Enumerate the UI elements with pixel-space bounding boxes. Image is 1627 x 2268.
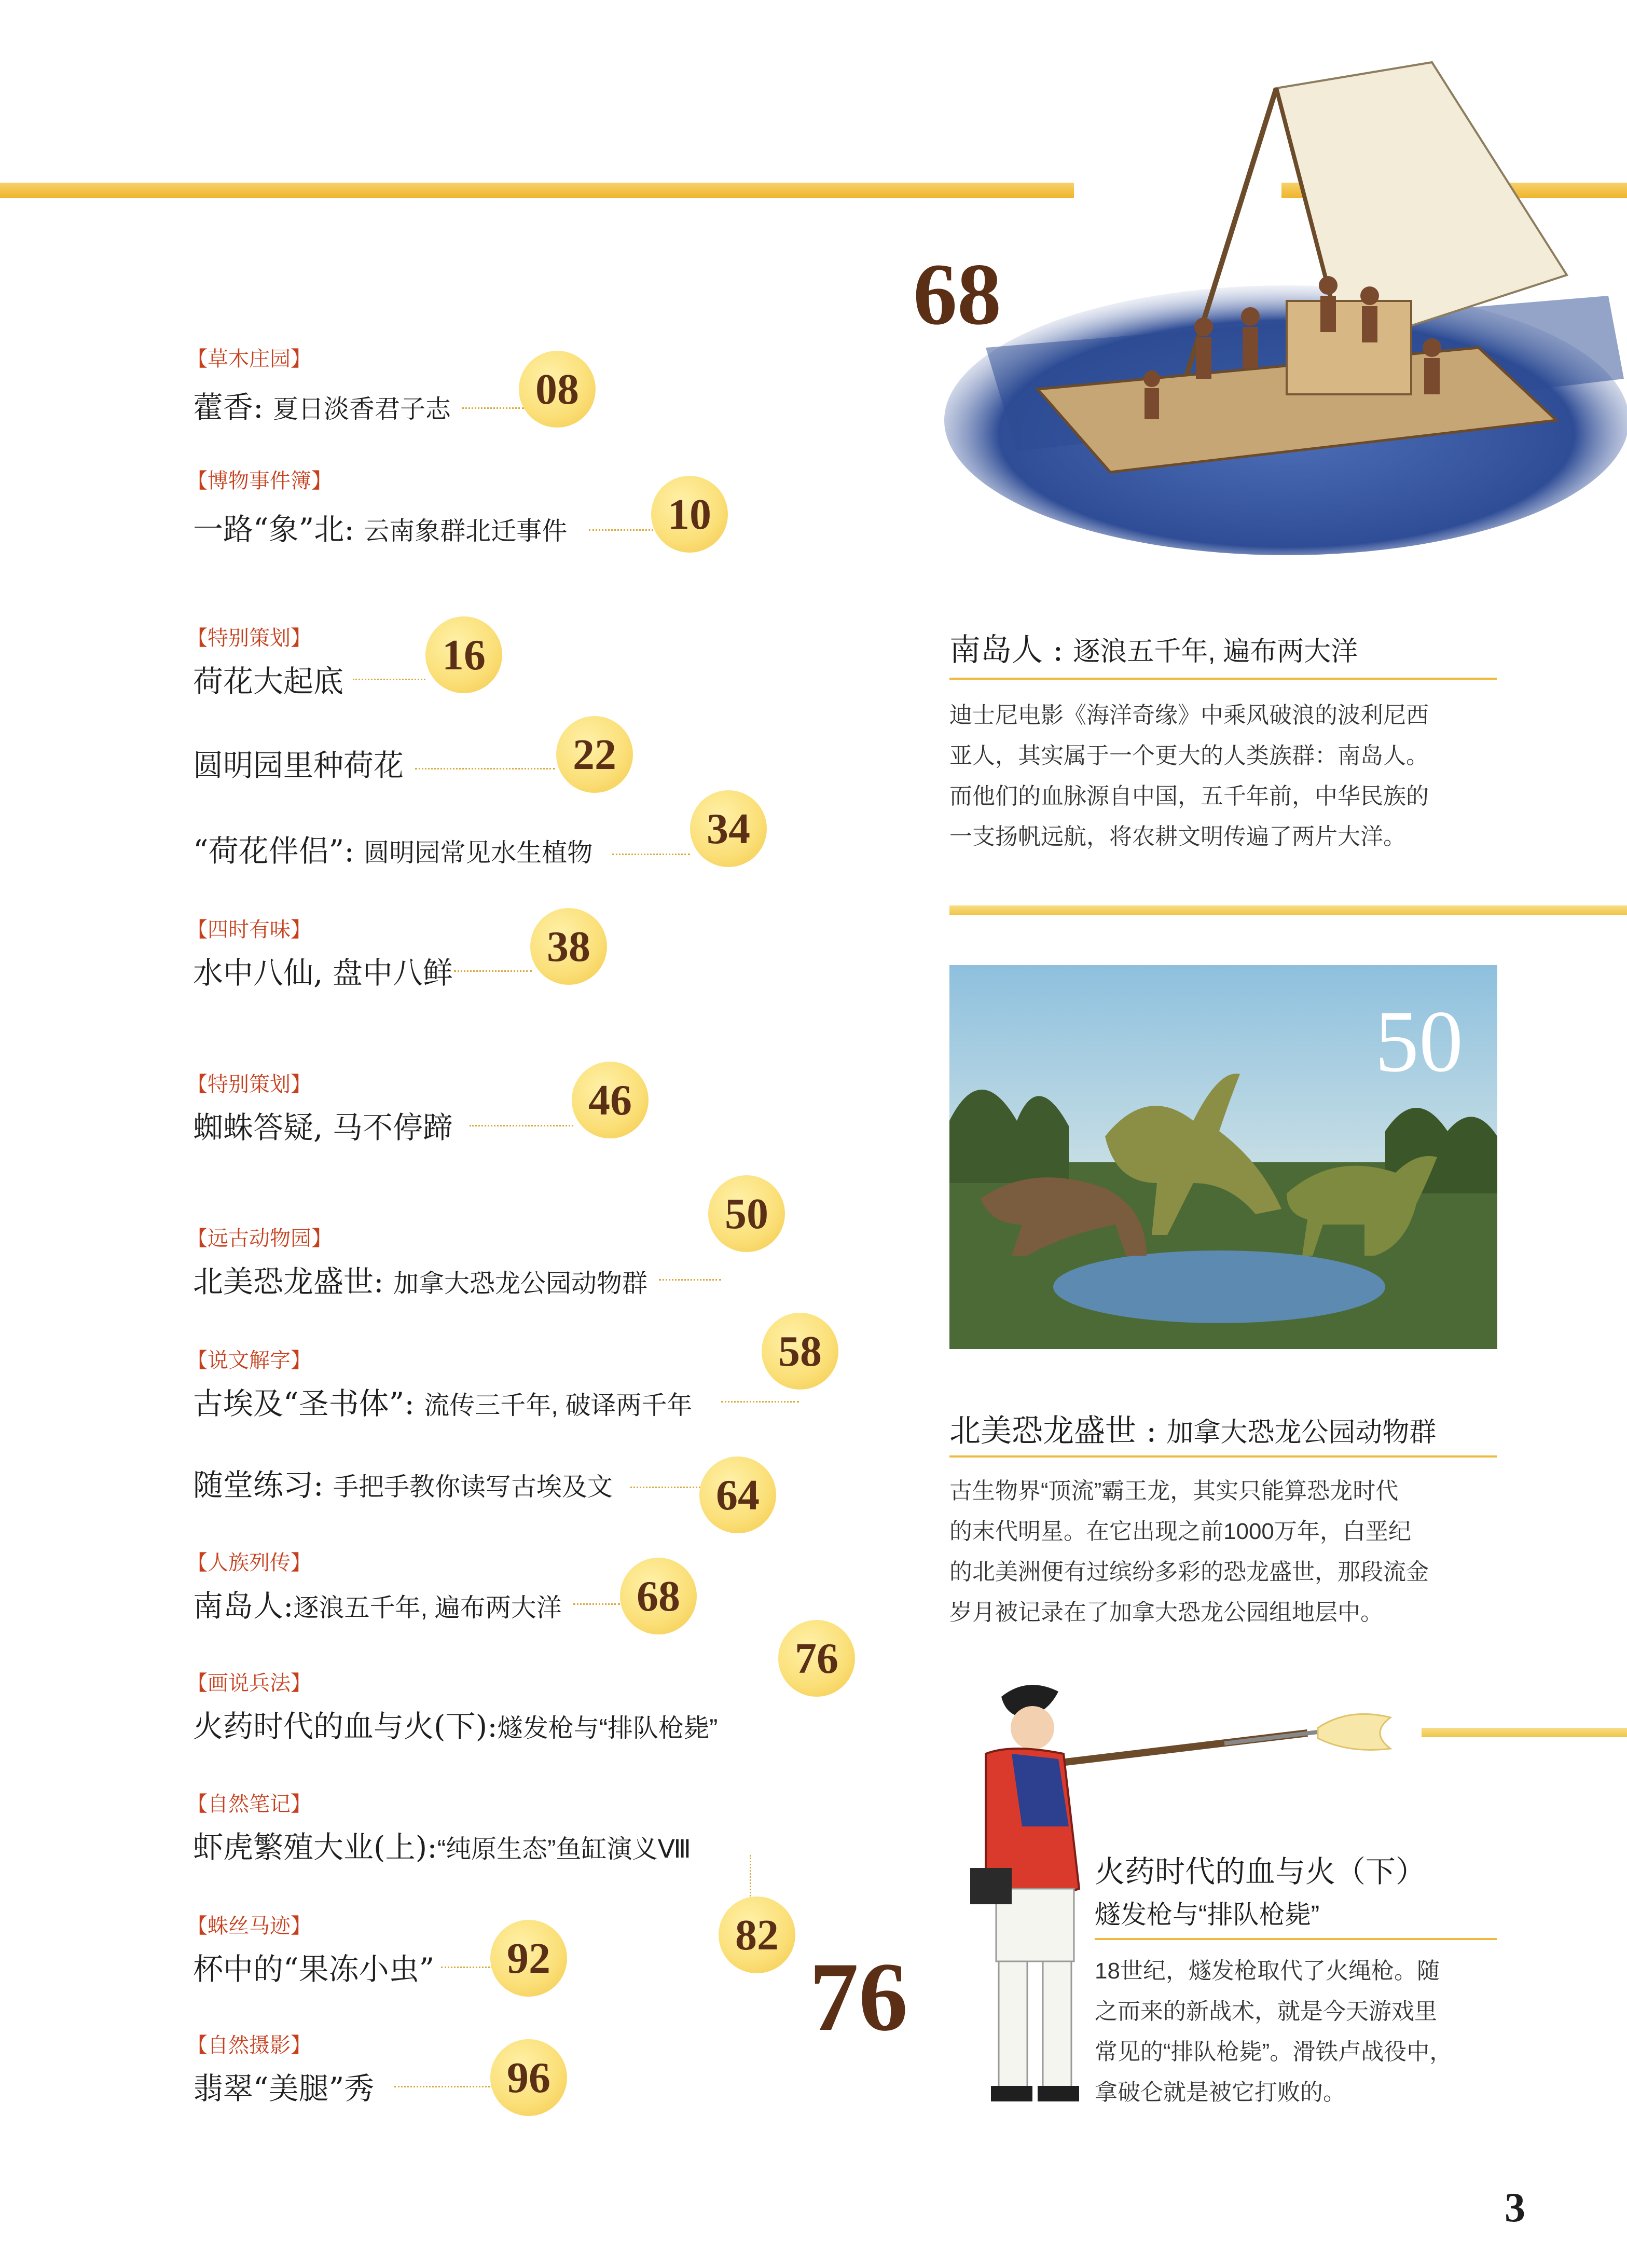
description-line: 一支扬帆远航，将农耕文明传遍了两片大洋。 xyxy=(949,824,1406,849)
toc-title: 北美恐龙盛世: 加拿大恐龙公园动物群 xyxy=(193,1264,648,1299)
feature-description xyxy=(949,1471,1520,1633)
description-line: 18世纪，燧发枪取代了火绳枪。随 xyxy=(1095,1958,1440,1984)
page-badge: 96 xyxy=(490,2039,567,2116)
toc-title: 圆明园里种荷花 xyxy=(193,748,404,783)
toc-entry[interactable] xyxy=(0,913,882,1001)
description-line: 的北美洲便有过缤纷多彩的恐龙盛世，那段流金 xyxy=(949,1559,1429,1585)
leader-dots xyxy=(659,1279,721,1281)
description-line: 之而来的新战术，就是今天游戏里 xyxy=(1095,1999,1437,2024)
toc-category: 【画说兵法】 xyxy=(187,1672,311,1695)
feature-underline xyxy=(949,678,1497,680)
toc-entry[interactable] xyxy=(0,1068,882,1156)
toc-title: 随堂练习: 手把手教你读写古埃及文 xyxy=(193,1467,613,1503)
toc-title: 南岛人:逐浪五千年, 遍布两大洋 xyxy=(193,1588,562,1624)
feature-description xyxy=(949,695,1520,857)
toc-title: 杯中的“果冻小虫” xyxy=(193,1951,435,1987)
page-badge: 38 xyxy=(530,908,607,985)
feature-page-number: 76 xyxy=(809,1943,908,2052)
toc-entry[interactable] xyxy=(0,622,882,705)
description-line: 而他们的血脉源自中国，五千年前，中华民族的 xyxy=(949,784,1429,809)
toc-title: 蜘蛛答疑, 马不停蹄 xyxy=(193,1110,453,1145)
leader-dots xyxy=(394,2086,493,2087)
feature-page-number: 68 xyxy=(913,245,1001,343)
description-line: 岁月被记录在了加拿大恐龙公园组地层中。 xyxy=(949,1600,1383,1625)
section-divider xyxy=(949,905,1627,915)
toc-title: 翡翠“美腿”秀 xyxy=(193,2071,375,2106)
toc-category: 【人族列传】 xyxy=(187,1551,311,1574)
toc-entry[interactable] xyxy=(0,464,882,563)
feature-underline xyxy=(1095,1938,1497,1940)
toc-category: 【自然笔记】 xyxy=(187,1793,311,1816)
leader-dots xyxy=(612,854,690,855)
toc-entry[interactable] xyxy=(0,1327,882,1432)
leader-dots xyxy=(462,407,524,409)
toc-category: 【蛛丝马迹】 xyxy=(187,1915,311,1937)
toc-title: 虾虎繁殖大业(上):“纯原生态”鱼缸演义Ⅷ xyxy=(193,1830,691,1865)
description-line: 常见的“排队枪毙”。滑铁卢战役中， xyxy=(1095,2039,1453,2065)
toc-category: 【说文解字】 xyxy=(187,1349,311,1372)
page-badge: 22 xyxy=(556,716,633,793)
leader-dots xyxy=(589,529,656,531)
toc-category: 【特别策划】 xyxy=(187,1073,311,1096)
description-line: 的末代明星。在它出现之前1000万年，白垩纪 xyxy=(949,1519,1411,1544)
toc-category: 【博物事件簿】 xyxy=(187,470,332,492)
feature-subtitle: 燧发枪与“排队枪毙” xyxy=(1095,1900,1320,1929)
toc-title: 荷花大起底 xyxy=(193,664,344,699)
leader-dots xyxy=(454,970,532,972)
page-badge: 92 xyxy=(490,1920,567,1997)
feature-underline xyxy=(949,1455,1497,1458)
description-line: 亚人，其实属于一个更大的人类族群：南岛人。 xyxy=(949,743,1429,768)
toc-entry[interactable] xyxy=(0,1461,882,1523)
toc-entry[interactable] xyxy=(0,342,882,441)
toc-title: “荷花伴侣”: 圆明园常见水生植物 xyxy=(193,833,593,869)
leader-dots xyxy=(353,679,425,680)
leader-dots xyxy=(470,1125,573,1126)
toc-title: 火药时代的血与火(下):燧发枪与“排队枪毙” xyxy=(193,1709,718,1744)
feature-title: 南岛人 : 逐浪五千年, 遍布两大洋 xyxy=(949,632,1358,668)
toc-category: 【自然摄影】 xyxy=(187,2034,311,2057)
toc-category: 【四时有味】 xyxy=(187,918,311,941)
toc-entry[interactable] xyxy=(0,1189,882,1310)
page-badge: 50 xyxy=(708,1175,785,1252)
toc-entry[interactable] xyxy=(0,730,882,799)
leader-dots xyxy=(721,1401,799,1403)
toc-entry[interactable] xyxy=(0,804,882,885)
feature-page-number: 50 xyxy=(1375,993,1463,1090)
toc-title: 藿香: 夏日淡香君子志 xyxy=(193,390,451,425)
description-line: 古生物界“顶流”霸王龙，其实只能算恐龙时代 xyxy=(949,1478,1399,1504)
page-badge: 08 xyxy=(519,351,596,428)
page-badge: 34 xyxy=(690,790,767,867)
toc-category: 【远古动物园】 xyxy=(187,1227,332,1250)
feature-description xyxy=(1095,1951,1525,2113)
toc-category: 【特别策划】 xyxy=(187,627,311,650)
leader-dots xyxy=(750,1855,753,1896)
description-line: 拿破仑就是被它打败的。 xyxy=(1095,2080,1346,2105)
leader-dots xyxy=(441,1967,493,1968)
leader-dots xyxy=(630,1487,700,1488)
leader-dots xyxy=(415,768,555,769)
toc-entry[interactable] xyxy=(0,1634,882,1750)
page-badge: 58 xyxy=(762,1313,838,1390)
page-badge: 68 xyxy=(620,1558,697,1634)
toc-title: 水中八仙, 盘中八鲜 xyxy=(193,955,453,991)
page-badge: 46 xyxy=(572,1062,649,1138)
leader-dots xyxy=(573,1603,620,1605)
toc-entry[interactable] xyxy=(0,1546,882,1629)
page-badge: 76 xyxy=(778,1620,855,1697)
toc-entry[interactable] xyxy=(0,1909,882,1992)
page-badge: 64 xyxy=(699,1456,776,1533)
toc-title: 古埃及“圣书体”: 流传三千年, 破译两千年 xyxy=(193,1386,693,1421)
section-divider xyxy=(1422,1728,1627,1737)
page-badge: 82 xyxy=(719,1896,795,1973)
description-line: 迪士尼电影《海洋奇缘》中乘风破浪的波利尼西 xyxy=(949,703,1429,728)
page-number: 3 xyxy=(1505,2185,1525,2231)
page-badge: 16 xyxy=(425,616,502,693)
toc-entry[interactable] xyxy=(0,2029,882,2112)
feature-title: 火药时代的血与火（下） xyxy=(1095,1854,1426,1889)
page-badge: 10 xyxy=(651,476,728,553)
feature-title: 北美恐龙盛世 : 加拿大恐龙公园动物群 xyxy=(949,1413,1437,1449)
toc-category: 【草木庄园】 xyxy=(187,348,311,370)
toc-title: 一路“象”北: 云南象群北迁事件 xyxy=(193,512,568,547)
